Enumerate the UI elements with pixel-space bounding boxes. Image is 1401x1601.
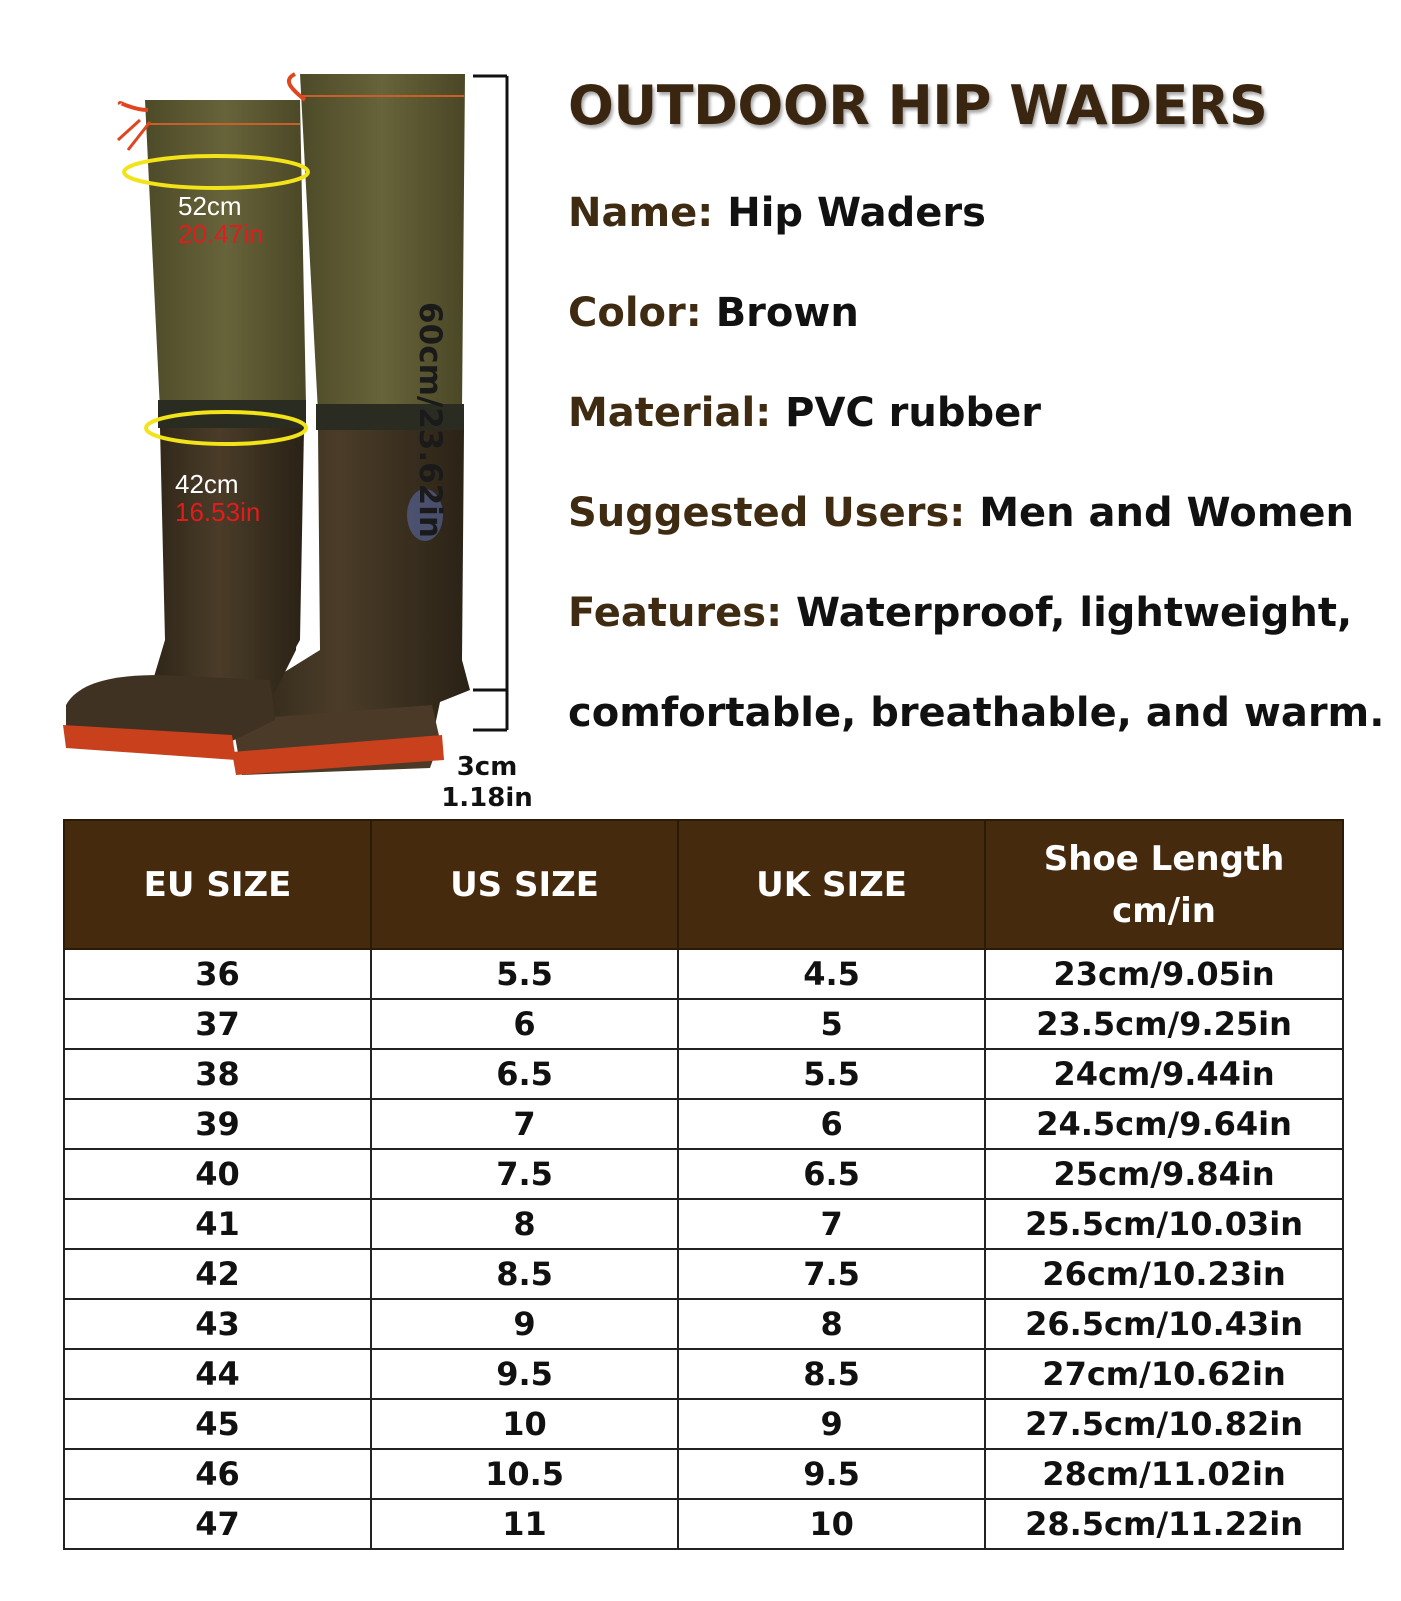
shoe-length-cell: 27cm/10.62in (985, 1349, 1343, 1399)
spec-material-label: Material: (568, 390, 772, 436)
shoe-length-cell: 27.5cm/10.82in (985, 1399, 1343, 1449)
us-size-cell: 10.5 (371, 1449, 678, 1499)
us-size-cell: 8.5 (371, 1249, 678, 1299)
us-size-cell: 5.5 (371, 949, 678, 999)
spec-features-value-line1: Waterproof, lightweight, (796, 590, 1353, 636)
spec-material (568, 390, 1041, 436)
table-row (64, 1349, 1343, 1399)
spec-features-value-line2: comfortable, breathable, and warm. (568, 690, 1385, 736)
us-size-cell: 6 (371, 999, 678, 1049)
eu-size-cell: 43 (64, 1299, 371, 1349)
shoe-length-cell: 25.5cm/10.03in (985, 1199, 1343, 1249)
table-row (64, 1199, 1343, 1249)
eu-size-cell: 41 (64, 1199, 371, 1249)
table-row (64, 1149, 1343, 1199)
shoe-length-cell: 23cm/9.05in (985, 949, 1343, 999)
us-size-cell: 7 (371, 1099, 678, 1149)
shoe-length-cell: 24cm/9.44in (985, 1049, 1343, 1099)
shoe-length-cell: 26cm/10.23in (985, 1249, 1343, 1299)
top-circumference-cm: 52cm (178, 191, 242, 221)
table-row (64, 1249, 1343, 1299)
height-dimension-bracket (473, 76, 507, 730)
size-chart-body (64, 949, 1343, 1549)
table-row (64, 1299, 1343, 1349)
shoe-length-cell: 25cm/9.84in (985, 1149, 1343, 1199)
header-shoe-length-line1: Shoe Length (1043, 838, 1285, 879)
size-chart-table (63, 819, 1344, 1550)
table-row (64, 1499, 1343, 1549)
us-size-cell: 9 (371, 1299, 678, 1349)
us-size-cell: 11 (371, 1499, 678, 1549)
sole-height-cm: 3cm (456, 752, 518, 782)
us-size-cell: 9.5 (371, 1349, 678, 1399)
uk-size-cell: 9 (678, 1399, 985, 1449)
eu-size-cell: 42 (64, 1249, 371, 1299)
product-illustration (0, 0, 560, 820)
table-row (64, 999, 1343, 1049)
uk-size-cell: 8.5 (678, 1349, 985, 1399)
us-size-cell: 10 (371, 1399, 678, 1449)
eu-size-cell: 40 (64, 1149, 371, 1199)
table-row (64, 949, 1343, 999)
spec-features-continued (568, 690, 1384, 736)
uk-size-cell: 10 (678, 1499, 985, 1549)
us-size-cell: 6.5 (371, 1049, 678, 1099)
uk-size-cell: 4.5 (678, 949, 985, 999)
eu-size-cell: 36 (64, 949, 371, 999)
mid-circumference-label (175, 470, 260, 526)
eu-size-cell: 38 (64, 1049, 371, 1099)
mid-circumference-in: 16.53in (175, 497, 261, 527)
product-title: OUTDOOR HIP WADERS (568, 74, 1268, 137)
header-eu-size: EU SIZE (64, 820, 371, 949)
spec-users-label: Suggested Users: (568, 490, 966, 536)
top-circumference-label (178, 192, 263, 248)
shoe-length-cell: 26.5cm/10.43in (985, 1299, 1343, 1349)
eu-size-cell: 46 (64, 1449, 371, 1499)
shoe-length-cell: 24.5cm/9.64in (985, 1099, 1343, 1149)
table-row (64, 1399, 1343, 1449)
sole-height-in: 1.18in (441, 783, 533, 813)
hip-waders-boots-image (0, 0, 560, 820)
uk-size-cell: 6 (678, 1099, 985, 1149)
sole-height-label (432, 752, 542, 814)
eu-size-cell: 45 (64, 1399, 371, 1449)
header-us-size: US SIZE (371, 820, 678, 949)
spec-material-value: PVC rubber (785, 390, 1042, 436)
table-row (64, 1099, 1343, 1149)
header-shoe-length (985, 820, 1343, 949)
header-uk-size: UK SIZE (678, 820, 985, 949)
shoe-length-cell: 23.5cm/9.25in (985, 999, 1343, 1049)
spec-name-value: Hip Waders (727, 190, 986, 236)
mid-circumference-cm: 42cm (175, 469, 239, 499)
spec-users (568, 490, 1354, 536)
spec-features (568, 590, 1352, 636)
spec-name-label: Name: (568, 190, 714, 236)
spec-users-value: Men and Women (979, 490, 1355, 536)
table-header-row (64, 820, 1343, 949)
shoe-length-cell: 28.5cm/11.22in (985, 1499, 1343, 1549)
table-row (64, 1049, 1343, 1099)
us-size-cell: 8 (371, 1199, 678, 1249)
eu-size-cell: 39 (64, 1099, 371, 1149)
eu-size-cell: 37 (64, 999, 371, 1049)
uk-size-cell: 8 (678, 1299, 985, 1349)
uk-size-cell: 7 (678, 1199, 985, 1249)
eu-size-cell: 44 (64, 1349, 371, 1399)
table-row (64, 1449, 1343, 1499)
uk-size-cell: 7.5 (678, 1249, 985, 1299)
uk-size-cell: 5.5 (678, 1049, 985, 1099)
eu-size-cell: 47 (64, 1499, 371, 1549)
spec-features-label: Features: (568, 590, 783, 636)
header-shoe-length-line2: cm/in (1112, 890, 1216, 931)
top-circumference-in: 20.47in (178, 219, 264, 249)
spec-color (568, 290, 859, 336)
uk-size-cell: 5 (678, 999, 985, 1049)
shoe-length-cell: 28cm/11.02in (985, 1449, 1343, 1499)
us-size-cell: 7.5 (371, 1149, 678, 1199)
spec-color-label: Color: (568, 290, 702, 336)
spec-name (568, 190, 986, 236)
boot-height-value: 60cm/23.62in (412, 302, 448, 538)
spec-color-value: Brown (715, 290, 859, 336)
uk-size-cell: 9.5 (678, 1449, 985, 1499)
uk-size-cell: 6.5 (678, 1149, 985, 1199)
